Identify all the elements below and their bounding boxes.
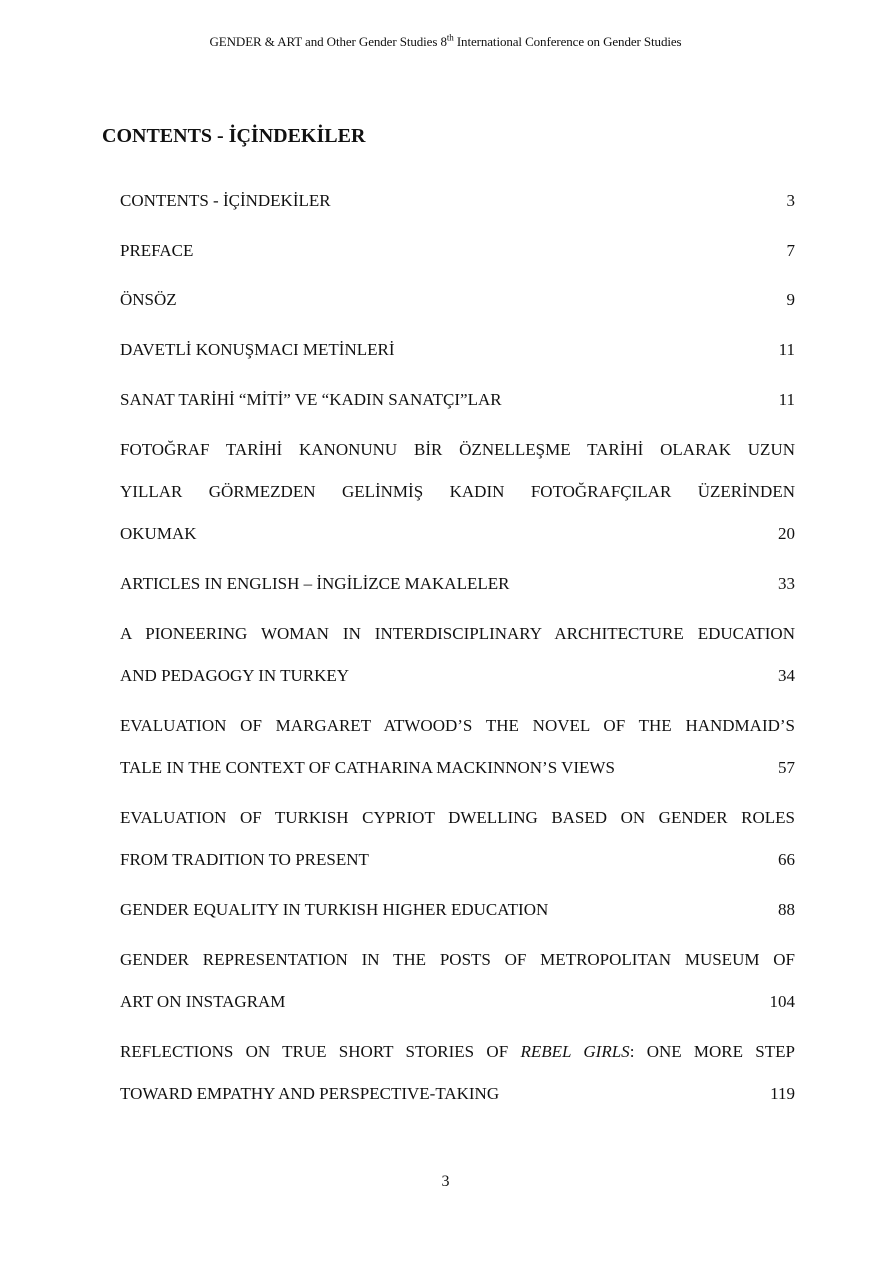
toc-entry[interactable]	[120, 939, 795, 1023]
toc-entry-title: SANAT TARİHİ “MİTİ” VE “KADIN SANATÇI”LAR	[120, 390, 502, 409]
toc-entry-page: 7	[779, 230, 796, 272]
toc-entry-page: 11	[771, 379, 795, 421]
toc-entry[interactable]	[120, 429, 795, 555]
toc-entry[interactable]	[120, 379, 795, 421]
toc-entry[interactable]	[120, 563, 795, 605]
toc-entry-page: 88	[770, 889, 795, 931]
page-title: CONTENTS - İÇİNDEKİLER	[102, 125, 366, 147]
toc-entry-title: TOWARD EMPATHY AND PERSPECTIVE-TAKING	[120, 1084, 500, 1103]
toc-entry-title: AND PEDAGOGY IN TURKEY	[120, 666, 350, 685]
toc-entry-title: FOTOĞRAF TARİHİ KANONUNU BİR ÖZNELLEŞME TARİHİ OLARAK UZUN	[120, 440, 795, 459]
page-number: 3	[441, 1173, 450, 1190]
toc-entry-title: GENDER EQUALITY IN TURKISH HIGHER EDUCATION	[120, 900, 549, 919]
toc-entry-title: EVALUATION OF TURKISH CYPRIOT DWELLING BASED ON GENDER ROLES	[120, 808, 795, 827]
header-superscript: th	[446, 32, 454, 43]
toc-entry-title: ÖNSÖZ	[120, 290, 177, 309]
toc-entry-title-part: : ONE MORE STEP	[629, 1042, 795, 1061]
toc-entry-page: 34	[770, 655, 795, 697]
toc-entry-title: GENDER REPRESENTATION IN THE POSTS OF METROPOLITAN MUSEUM OF	[120, 950, 795, 969]
toc-entry-title-italic: REBEL GIRLS	[520, 1042, 630, 1061]
toc-entry[interactable]	[120, 797, 795, 881]
toc-entry[interactable]	[120, 279, 795, 321]
toc-entry-page: 66	[770, 839, 795, 881]
toc-entry-page: 3	[779, 180, 796, 222]
toc-entry-title: CONTENTS - İÇİNDEKİLER	[120, 191, 331, 210]
toc-entry[interactable]	[120, 230, 795, 272]
toc-entry-page: 11	[771, 329, 795, 371]
toc-entry-page: 33	[770, 563, 795, 605]
toc-entry-title: ART ON INSTAGRAM	[120, 992, 286, 1011]
toc-entry-page: 104	[762, 981, 796, 1023]
toc-entry-title: TALE IN THE CONTEXT OF CATHARINA MACKINNON’S VIEWS	[120, 758, 615, 777]
toc-entry[interactable]	[120, 705, 795, 789]
toc-entry-page: 57	[770, 747, 795, 789]
toc-entry-page: 9	[779, 279, 796, 321]
header-text: GENDER & ART and Other Gender Studies 8	[209, 34, 447, 49]
toc-entry-title: OKUMAK	[120, 524, 197, 543]
toc-entry-title-part: REFLECTIONS ON TRUE SHORT STORIES OF	[120, 1042, 521, 1061]
toc-entry-title: PREFACE	[120, 241, 194, 260]
toc-entry-title	[120, 1031, 795, 1073]
header-text-end: International Conference on Gender Studies	[453, 34, 682, 49]
toc-entry[interactable]	[120, 180, 795, 222]
toc-entry-title: FROM TRADITION TO PRESENT	[120, 850, 369, 869]
toc-entry[interactable]	[120, 613, 795, 697]
toc-entry-title: YILLAR GÖRMEZDEN GELİNMİŞ KADIN FOTOĞRAFÇILAR ÜZERİNDEN	[120, 482, 795, 501]
toc-entry-title: A PIONEERING WOMAN IN INTERDISCIPLINARY ARCHITECTURE EDUCATION	[120, 624, 795, 643]
toc-entry-page: 119	[762, 1073, 795, 1115]
toc-entry[interactable]	[120, 329, 795, 371]
toc-entry-title: ARTICLES IN ENGLISH – İNGİLİZCE MAKALELER	[120, 574, 510, 593]
toc-entry-title: DAVETLİ KONUŞMACI METİNLERİ	[120, 340, 395, 359]
toc-entry[interactable]	[120, 1031, 795, 1115]
toc-entry[interactable]	[120, 889, 795, 931]
toc-entry-page: 20	[770, 513, 795, 555]
toc-entry-title: EVALUATION OF MARGARET ATWOOD’S THE NOVEL OF THE HANDMAID’S	[120, 716, 795, 735]
